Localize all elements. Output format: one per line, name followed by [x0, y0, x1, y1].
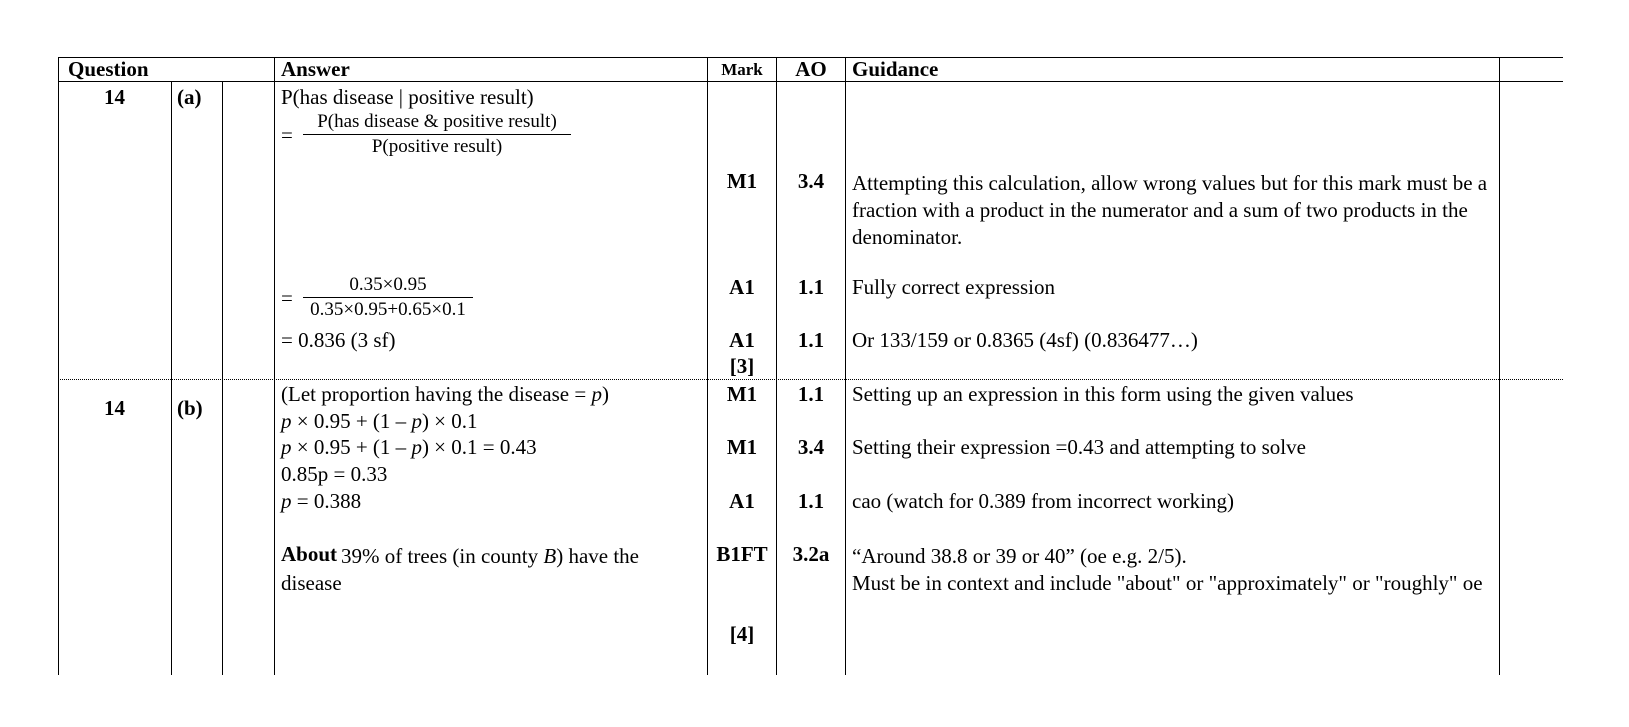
part-label-b: (b): [177, 396, 203, 420]
question-number-b: 14: [104, 396, 125, 420]
answer-b-line3: p × 0.95 + (1 – p) × 0.1 = 0.43: [281, 435, 537, 459]
mark-b-4: B1FT: [716, 542, 768, 566]
answer-a-result: = 0.836 (3 sf): [281, 328, 396, 352]
total-b: [4]: [729, 622, 755, 646]
ao-b-1: 1.1: [797, 382, 825, 406]
col-border: [222, 81, 223, 675]
part-label-a: (a): [177, 85, 202, 109]
answer-a-line1: P(has disease | positive result): [281, 85, 534, 109]
header-guidance: Guidance: [852, 57, 939, 81]
fraction1-denominator: P(positive result): [371, 136, 503, 157]
guidance-a-2: Fully correct expression: [852, 275, 1055, 299]
guidance-b-2: Setting their expression =0.43 and attempting to solve: [852, 435, 1306, 459]
ao-a-1: 3.4: [797, 169, 825, 193]
answer-b-line1: (Let proportion having the disease = p): [281, 382, 609, 406]
col-border: [58, 57, 59, 675]
header-answer: Answer: [281, 57, 350, 81]
mark-scheme-table: [58, 57, 1565, 675]
mark-a-2: A1: [729, 275, 755, 299]
answer-b-conclusion: 39% of trees (in county B) have the disease: [281, 544, 639, 595]
mark-b-1: M1: [726, 382, 758, 406]
guidance-a-1: Attempting this calculation, allow wrong values but for this mark must be a fraction with a product in the numerator and a sum of two products in the denominator.: [852, 171, 1488, 249]
answer-b-line4: 0.85p = 0.33: [281, 462, 388, 486]
guidance-b-4: “Around 38.8 or 39 or 40” (oe e.g. 2/5). Must be in context and include "about" or "approximately" or "roughly" oe: [852, 544, 1483, 595]
conclusion-bold-word: About: [281, 542, 338, 566]
fraction2-numerator: 0.35×0.95: [349, 274, 427, 295]
ao-a-2: 1.1: [797, 275, 825, 299]
header-ao: AO: [795, 57, 827, 81]
mark-b-3: A1: [729, 489, 755, 513]
fraction1-numerator: P(has disease & positive result): [317, 111, 557, 132]
ao-b-3: 1.1: [797, 489, 825, 513]
mark-a-3: A1: [729, 328, 755, 352]
guidance-b-3: cao (watch for 0.389 from incorrect working): [852, 489, 1234, 513]
fraction2-bar: [303, 297, 473, 298]
fraction2-denominator: 0.35×0.95+0.65×0.1: [310, 299, 466, 320]
col-border: [274, 57, 275, 675]
guidance-a-3: Or 133/159 or 0.8365 (4sf) (0.836477…): [852, 328, 1198, 352]
answer-b-line2: p × 0.95 + (1 – p) × 0.1: [281, 409, 478, 433]
col-border: [776, 57, 777, 675]
answer-b-line5: p = 0.388: [281, 489, 362, 513]
ao-b-2: 3.4: [797, 435, 825, 459]
part-divider: [58, 379, 1563, 380]
col-border: [845, 57, 846, 675]
header-question: Question: [68, 57, 149, 81]
answer-a-equals1: =: [281, 123, 293, 147]
header-bottom-border: [58, 81, 1563, 82]
ao-b-4: 3.2a: [792, 542, 830, 566]
question-number-a: 14: [104, 85, 125, 109]
total-a: [3]: [729, 354, 755, 378]
guidance-b-1: Setting up an expression in this form using the given values: [852, 382, 1354, 406]
header-mark: Mark: [721, 60, 763, 79]
answer-a-fraction2: [303, 275, 473, 320]
mark-b-2: M1: [726, 435, 758, 459]
col-border: [1499, 57, 1500, 675]
fraction1-bar: [303, 134, 571, 135]
answer-a-equals2: =: [281, 286, 293, 310]
mark-a-1: M1: [726, 169, 758, 193]
col-border: [171, 81, 172, 675]
ao-a-3: 1.1: [797, 328, 825, 352]
answer-a-fraction1: [303, 112, 571, 157]
